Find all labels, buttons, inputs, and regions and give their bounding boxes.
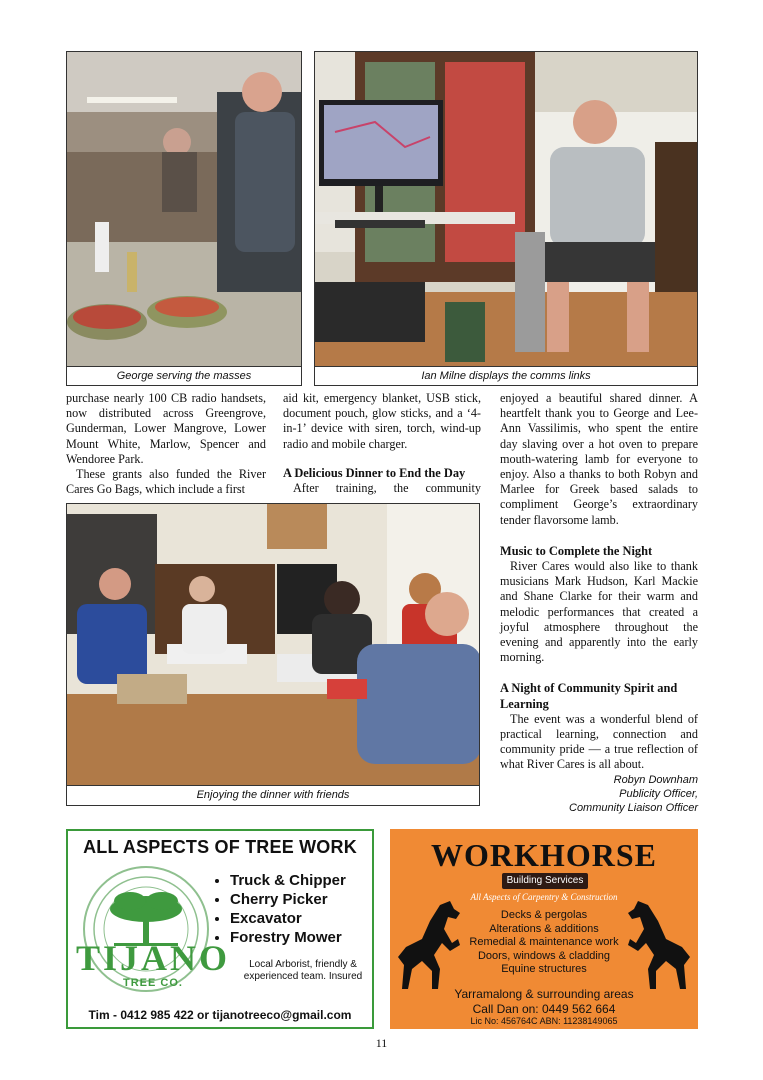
signature-title-1: Publicity Officer, xyxy=(619,787,698,800)
photo-george-serving-image xyxy=(67,52,302,367)
workhorse-service-item: Alterations & additions xyxy=(489,922,599,935)
workhorse-licence: Lic No: 456764C ABN: 11238149065 xyxy=(470,1016,618,1026)
photo-dinner-caption: Enjoying the dinner with friends xyxy=(66,785,480,806)
signature-name: Robyn Downham xyxy=(613,773,698,786)
tijano-logo-name: TIJANO xyxy=(75,938,231,978)
col1-paragraph-1: purchase nearly 100 CB radio handsets, now distributed across Greengrove, Gunderman, Lower Mangrove, Lower Mount White, Marlow, Spencer and Wendoree Park. xyxy=(66,391,266,466)
workhorse-service-item: Doors, windows & cladding xyxy=(477,949,611,962)
workhorse-service-item: Decks & pergolas xyxy=(500,909,588,921)
heading-music: Music to Complete the Night xyxy=(500,543,653,558)
photo-ian-milne-image xyxy=(315,52,698,367)
col3-paragraph-2: River Cares would also like to thank musicians Mark Hudson, Karl Mackie and Shane Clarke for their warm and melodic performances that created a joyful atmosphere throughout the evening and apparently into the early morning. xyxy=(500,559,698,665)
tijano-tagline: Local Arborist, friendly & experienced team. Insured xyxy=(243,959,363,982)
workhorse-service-item: Equine structures xyxy=(501,963,587,975)
photo-george-serving xyxy=(66,51,302,367)
workhorse-subtitle: All Aspects of Carpentry & Construction xyxy=(470,892,618,902)
tijano-logo-sub: TREE CO. xyxy=(123,977,183,989)
workhorse-area: Yarramalong & surrounding areas xyxy=(454,987,634,1001)
tijano-service-item: • Truck & Chipper xyxy=(230,871,346,890)
tijano-headline: ALL ASPECTS OF TREE WORK xyxy=(83,837,357,857)
column-2 xyxy=(283,391,481,496)
workhorse-title: WORKHORSE xyxy=(431,837,657,873)
photo-dinner-friends xyxy=(66,503,480,786)
ad-workhorse-building xyxy=(390,829,698,1029)
tijano-services-list xyxy=(216,871,346,947)
workhorse-call: Call Dan on: 0449 562 664 xyxy=(472,1002,616,1016)
photo-ian-milne xyxy=(314,51,698,367)
ad-tijano-tree-co xyxy=(66,829,374,1029)
photo-george-caption: George serving the masses xyxy=(66,366,302,386)
page-number: 11 xyxy=(375,1036,388,1050)
heading-community-spirit: A Night of Community Spirit and Learning xyxy=(500,681,678,711)
heading-delicious-dinner: A Delicious Dinner to End the Day xyxy=(283,465,466,480)
photo-ian-caption: Ian Milne displays the comms links xyxy=(314,366,698,386)
tijano-service-item: • Excavator xyxy=(230,909,346,928)
col2-paragraph-1: aid kit, emergency blanket, USB stick, document pouch, glow sticks, and a ‘4-in-1’ device with siren, torch, wind-up radio and mobile charger. xyxy=(283,391,481,451)
signature-title-2: Community Liaison Officer xyxy=(569,801,698,814)
column-1 xyxy=(66,391,266,497)
col3-paragraph-3: The event was a wonderful blend of practical learning, connection and community pride — a true reflection of what River Cares is all about. xyxy=(500,711,698,772)
column-3 xyxy=(500,391,698,815)
workhorse-banner: Building Services xyxy=(502,873,588,889)
col3-paragraph-1: enjoyed a beautiful shared dinner. A heartfelt thank you to George and Lee-Ann Vassilimis, who spent the entire day slaving over a hot oven to prepare mouth-watering lamb for everyone to enjoy. Also a thanks to both Robyn and Marlee for Greek based salads to compliment George’s extraordinary tender flavorsome lamb. xyxy=(500,391,698,527)
col2-paragraph-2: After training, the community xyxy=(293,481,481,496)
photo-dinner-image xyxy=(67,504,480,786)
workhorse-services-list xyxy=(450,909,638,977)
workhorse-service-item: Remedial & maintenance work xyxy=(469,936,619,948)
tijano-contact: Tim - 0412 985 422 or tijanotreeco@gmail.com xyxy=(88,1008,352,1022)
col1-paragraph-2: These grants also funded the River Cares Go Bags, which include a first xyxy=(66,467,266,497)
tijano-service-item: • Cherry Picker xyxy=(230,890,346,909)
tijano-service-item: • Forestry Mower xyxy=(230,928,346,947)
